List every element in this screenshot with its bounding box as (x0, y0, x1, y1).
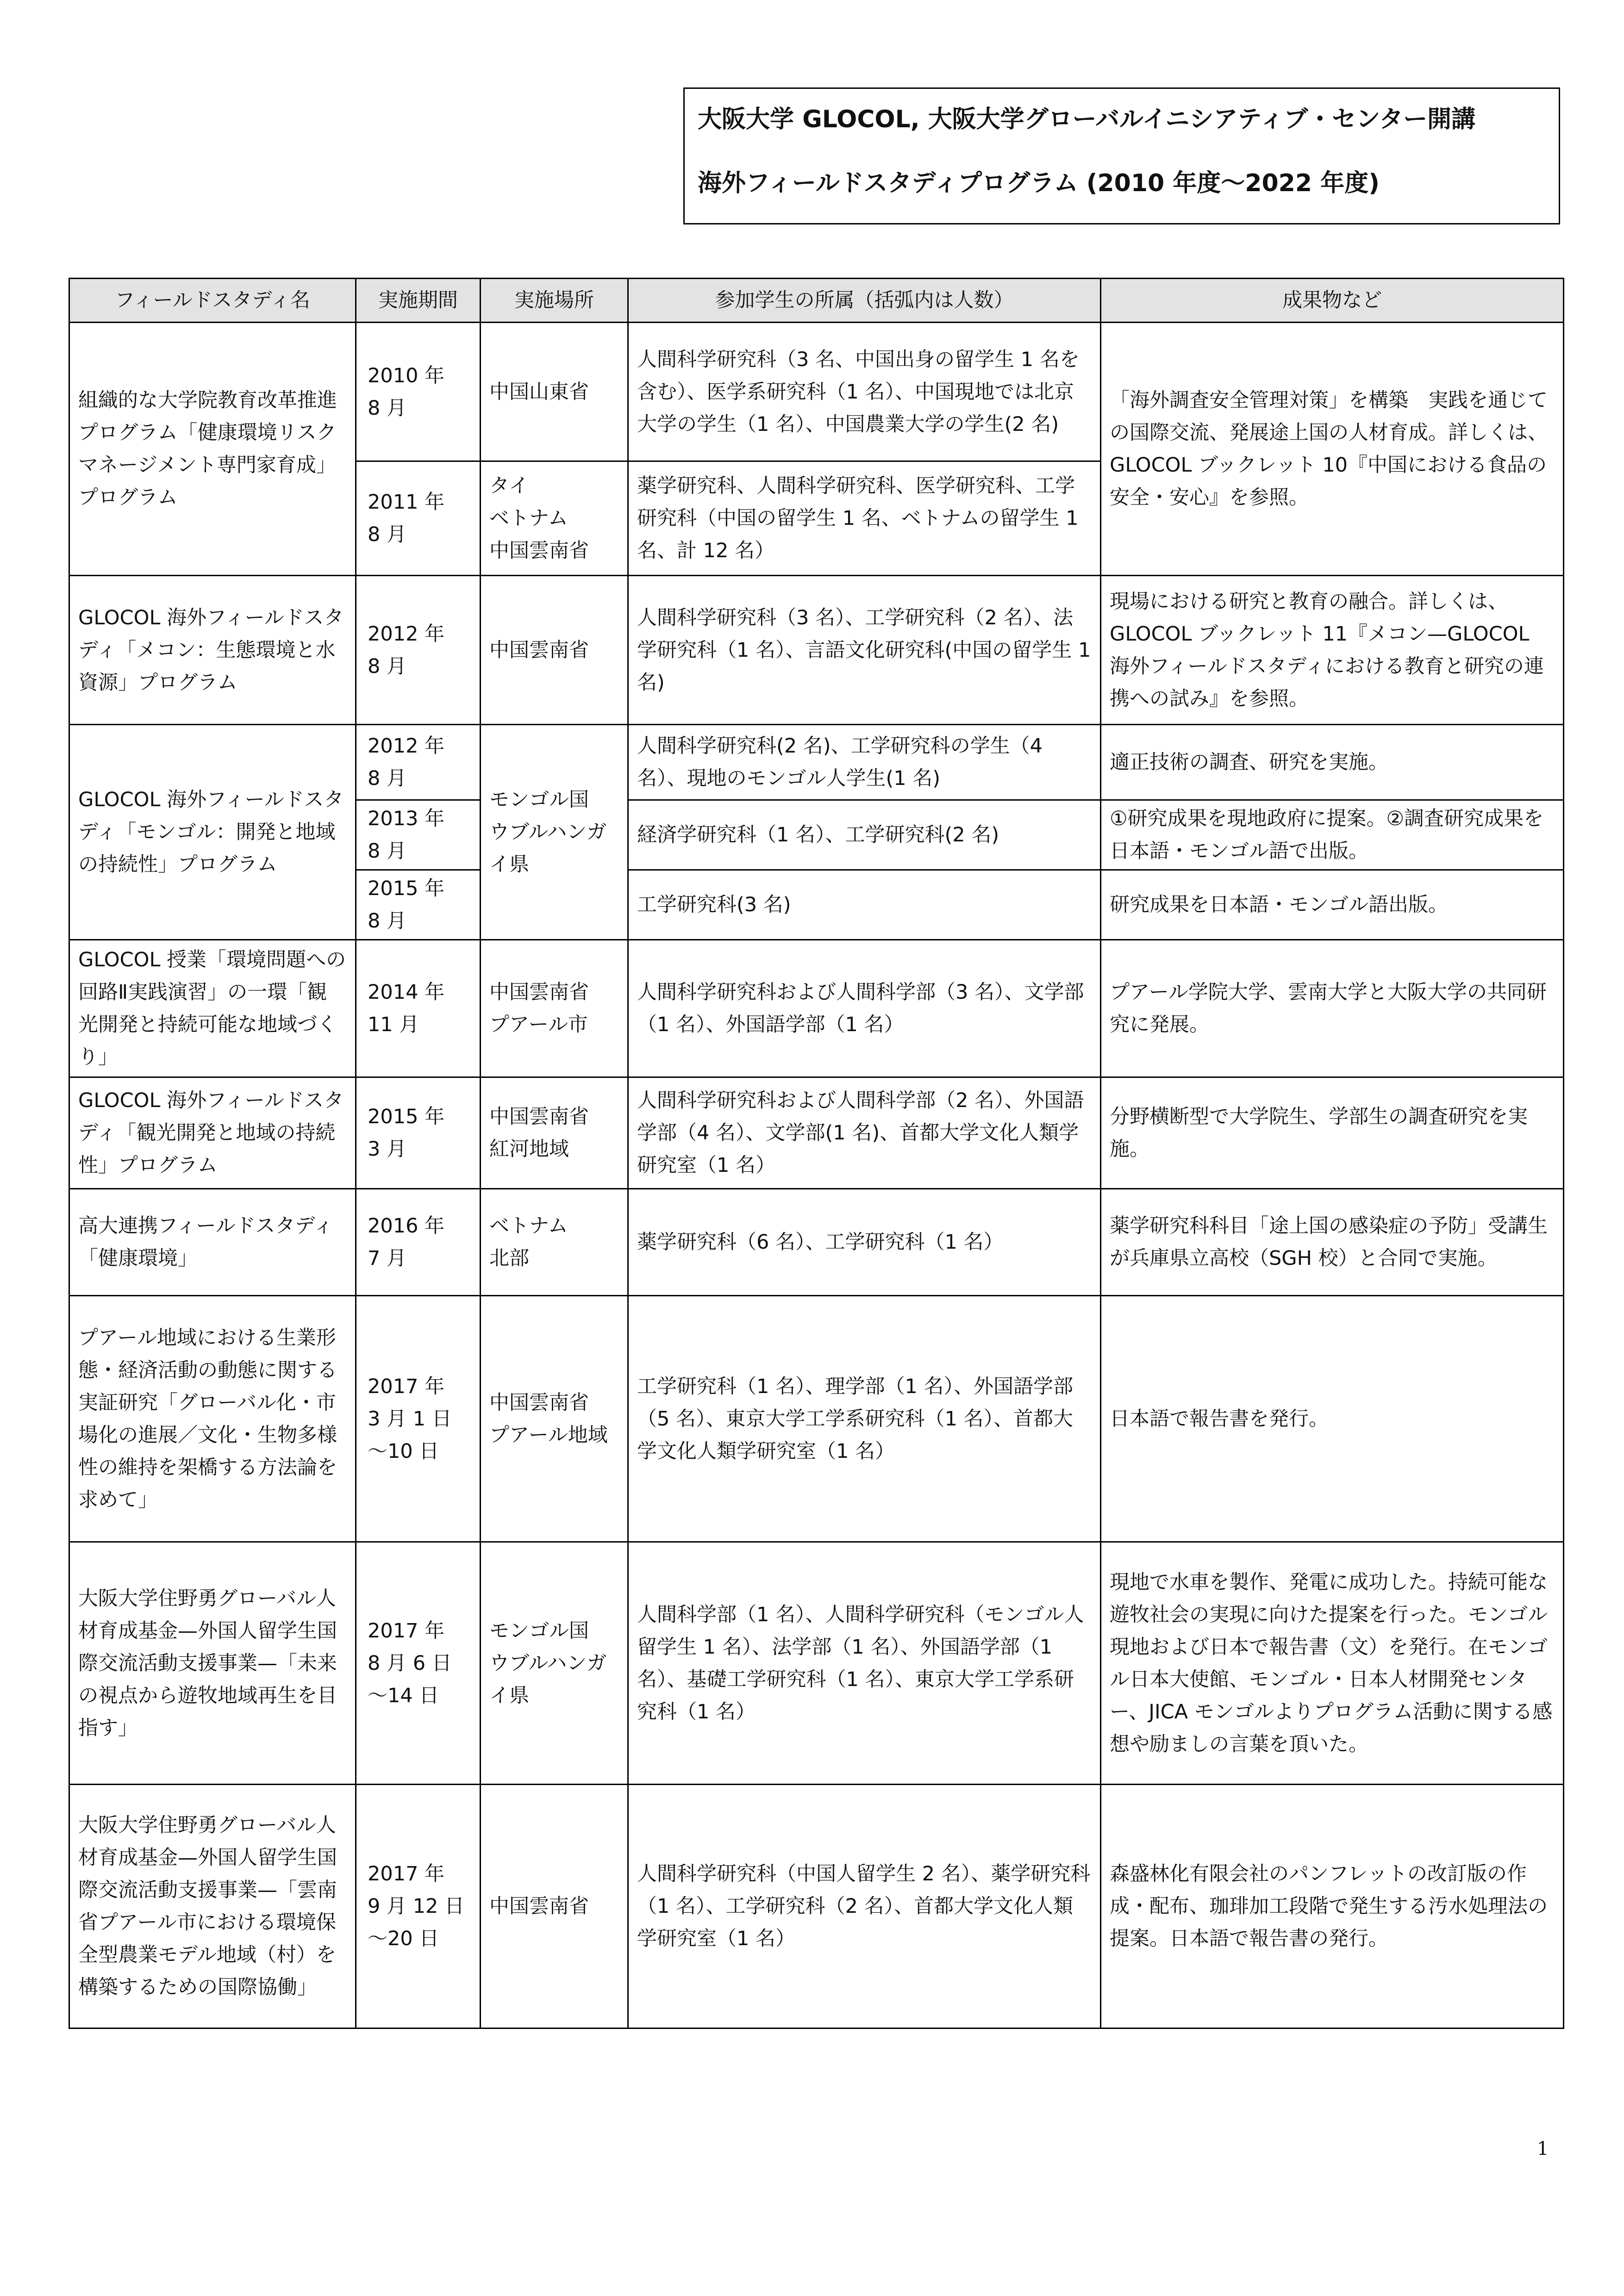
cell-students: 人間科学研究科（中国人留学生 2 名）、薬学研究科（1 名）、工学研究科（2 名）、首都大学文化人類学研究室（1 名） (628, 1785, 1101, 2028)
cell-place: 中国雲南省 プアール地域 (481, 1296, 628, 1542)
cell-period: 2017 年 8 月 6 日 〜14 日 (356, 1542, 481, 1785)
cell-outcome: 薬学研究科科目「途上国の感染症の予防」受講生が兵庫県立高校（SGH 校）と合同で実施。 (1101, 1189, 1564, 1296)
table-row (69, 1785, 1564, 2028)
cell-place: モンゴル国 ウブルハンガイ県 (481, 725, 628, 940)
cell-place: 中国山東省 (481, 323, 628, 461)
cell-outcome: 現地で水車を製作、発電に成功した。持続可能な遊牧社会の実現に向けた提案を行った。モンゴル現地および日本で報告書（文）を発行。在モンゴル日本大使館、モンゴル・日本人材開発センター、JICA モンゴルよりプログラム活動に関する感想や励ましの言葉を頂いた。 (1101, 1542, 1564, 1785)
cell-name: GLOCOL 海外フィールドスタディ「メコン：生態環境と水資源」プログラム (69, 576, 356, 725)
cell-place: 中国雲南省 (481, 1785, 628, 2028)
header-name: フィールドスタディ名 (69, 279, 356, 323)
table-row (69, 725, 1564, 800)
cell-place: 中国雲南省 紅河地域 (481, 1077, 628, 1189)
cell-period: 2017 年 3 月 1 日 〜10 日 (356, 1296, 481, 1542)
header-place: 実施場所 (481, 279, 628, 323)
cell-period: 2010 年 8 月 (356, 323, 481, 461)
cell-name: 大阪大学住野勇グローバル人材育成基金—外国人留学生国際交流活動支援事業—「未来の視点から遊牧地域再生を目指す」 (69, 1542, 356, 1785)
title-box (683, 87, 1560, 224)
cell-outcome: 森盛林化有限会社のパンフレットの改訂版の作成・配布、珈琲加工段階で発生する汚水処理法の提案。日本語で報告書の発行。 (1101, 1785, 1564, 2028)
cell-period: 2015 年 8 月 (356, 870, 481, 940)
cell-students: 薬学研究科（6 名）、工学研究科（1 名） (628, 1189, 1101, 1296)
cell-name: 大阪大学住野勇グローバル人材育成基金—外国人留学生国際交流活動支援事業—「雲南省プアール市における環境保全型農業モデル地域（村）を構築するための国際協働」 (69, 1785, 356, 2028)
cell-students: 工学研究科(3 名) (628, 870, 1101, 940)
table-row (69, 940, 1564, 1077)
cell-outcome: ①研究成果を現地政府に提案。②調査研究成果を日本語・モンゴル語で出版。 (1101, 800, 1564, 870)
cell-students: 人間科学部（1 名）、人間科学研究科（モンゴル人留学生 1 名）、法学部（1 名）、外国語学部（1 名）、基礎工学研究科（1 名）、東京大学工学系研究科（1 名） (628, 1542, 1101, 1785)
cell-students: 薬学研究科、人間科学研究科、医学研究科、工学研究科（中国の留学生 1 名、ベトナムの留学生 1 名、計 12 名） (628, 461, 1101, 576)
cell-students: 人間科学研究科および人間科学部（2 名）、外国語学部（4 名）、文学部(1 名)、首都大学文化人類学研究室（1 名） (628, 1077, 1101, 1189)
document-subtitle: 海外フィールドスタディプログラム (2010 年度〜2022 年度) (698, 169, 1380, 197)
table-row (69, 323, 1564, 461)
cell-name: GLOCOL 海外フィールドスタディ「観光開発と地域の持続性」プログラム (69, 1077, 356, 1189)
cell-place: タイ ベトナム 中国雲南省 (481, 461, 628, 576)
header-outcome: 成果物など (1101, 279, 1564, 323)
table-header-row (69, 279, 1564, 323)
cell-period: 2014 年 11 月 (356, 940, 481, 1077)
cell-outcome: プアール学院大学、雲南大学と大阪大学の共同研究に発展。 (1101, 940, 1564, 1077)
table-row (69, 576, 1564, 725)
cell-outcome: 分野横断型で大学院生、学部生の調査研究を実施。 (1101, 1077, 1564, 1189)
cell-outcome: 研究成果を日本語・モンゴル語出版。 (1101, 870, 1564, 940)
cell-name: GLOCOL 海外フィールドスタディ「モンゴル：開発と地域の持続性」プログラム (69, 725, 356, 940)
cell-name: 高大連携フィールドスタディ「健康環境」 (69, 1189, 356, 1296)
table-row (69, 1077, 1564, 1189)
cell-name: 組織的な大学院教育改革推進プログラム「健康環境リスクマネージメント専門家育成」プログラム (69, 323, 356, 576)
cell-outcome: 適正技術の調査、研究を実施。 (1101, 725, 1564, 800)
cell-period: 2013 年 8 月 (356, 800, 481, 870)
header-period: 実施期間 (356, 279, 481, 323)
cell-outcome: 日本語で報告書を発行。 (1101, 1296, 1564, 1542)
cell-students: 人間科学研究科（3 名、中国出身の留学生 1 名を含む）、医学系研究科（1 名）、中国現地では北京大学の学生（1 名）、中国農業大学の学生(2 名) (628, 323, 1101, 461)
cell-students: 人間科学研究科(2 名)、工学研究科の学生（4 名）、現地のモンゴル人学生(1 名) (628, 725, 1101, 800)
cell-place: ベトナム 北部 (481, 1189, 628, 1296)
cell-period: 2015 年 3 月 (356, 1077, 481, 1189)
cell-period: 2017 年 9 月 12 日 〜20 日 (356, 1785, 481, 2028)
header-students: 参加学生の所属（括弧内は人数） (628, 279, 1101, 323)
cell-students: 人間科学研究科および人間科学部（3 名）、文学部（1 名）、外国語学部（1 名） (628, 940, 1101, 1077)
cell-name: プアール地域における生業形態・経済活動の動態に関する実証研究「グローバル化・市場化の進展／文化・生物多様性の維持を架橋する方法論を求めて」 (69, 1296, 356, 1542)
cell-students: 経済学研究科（1 名）、工学研究科(2 名) (628, 800, 1101, 870)
cell-period: 2016 年 7 月 (356, 1189, 481, 1296)
cell-outcome: 「海外調査安全管理対策」を構築 実践を通じての国際交流、発展途上国の人材育成。詳しくは、GLOCOL ブックレット 10『中国における食品の安全・安心』を参照。 (1101, 323, 1564, 576)
cell-name: GLOCOL 授業「環境問題への回路Ⅱ実践演習」の一環「観光開発と持続可能な地域づくり」 (69, 940, 356, 1077)
cell-period: 2011 年 8 月 (356, 461, 481, 576)
cell-place: モンゴル国 ウブルハンガイ県 (481, 1542, 628, 1785)
table-row (69, 1542, 1564, 1785)
cell-period: 2012 年 8 月 (356, 576, 481, 725)
cell-period: 2012 年 8 月 (356, 725, 481, 800)
table-row (69, 1189, 1564, 1296)
cell-place: 中国雲南省 プアール市 (481, 940, 628, 1077)
cell-students: 工学研究科（1 名）、理学部（1 名）、外国語学部（5 名）、東京大学工学系研究科（1 名）、首都大学文化人類学研究室（1 名） (628, 1296, 1101, 1542)
cell-students: 人間科学研究科（3 名）、工学研究科（2 名）、法学研究科（1 名）、言語文化研究科(中国の留学生 1 名) (628, 576, 1101, 725)
document-title: 大阪大学 GLOCOL, 大阪大学グローバルイニシアティブ・センター開講 (698, 106, 1476, 133)
cell-place: 中国雲南省 (481, 576, 628, 725)
cell-outcome: 現場における研究と教育の融合。詳しくは、GLOCOL ブックレット 11『メコン—GLOCOL 海外フィールドスタディにおける教育と研究の連携への試み』を参照。 (1101, 576, 1564, 725)
field-study-table (69, 278, 1564, 2029)
table-row (69, 1296, 1564, 1542)
page-number: 1 (1537, 2138, 1549, 2159)
